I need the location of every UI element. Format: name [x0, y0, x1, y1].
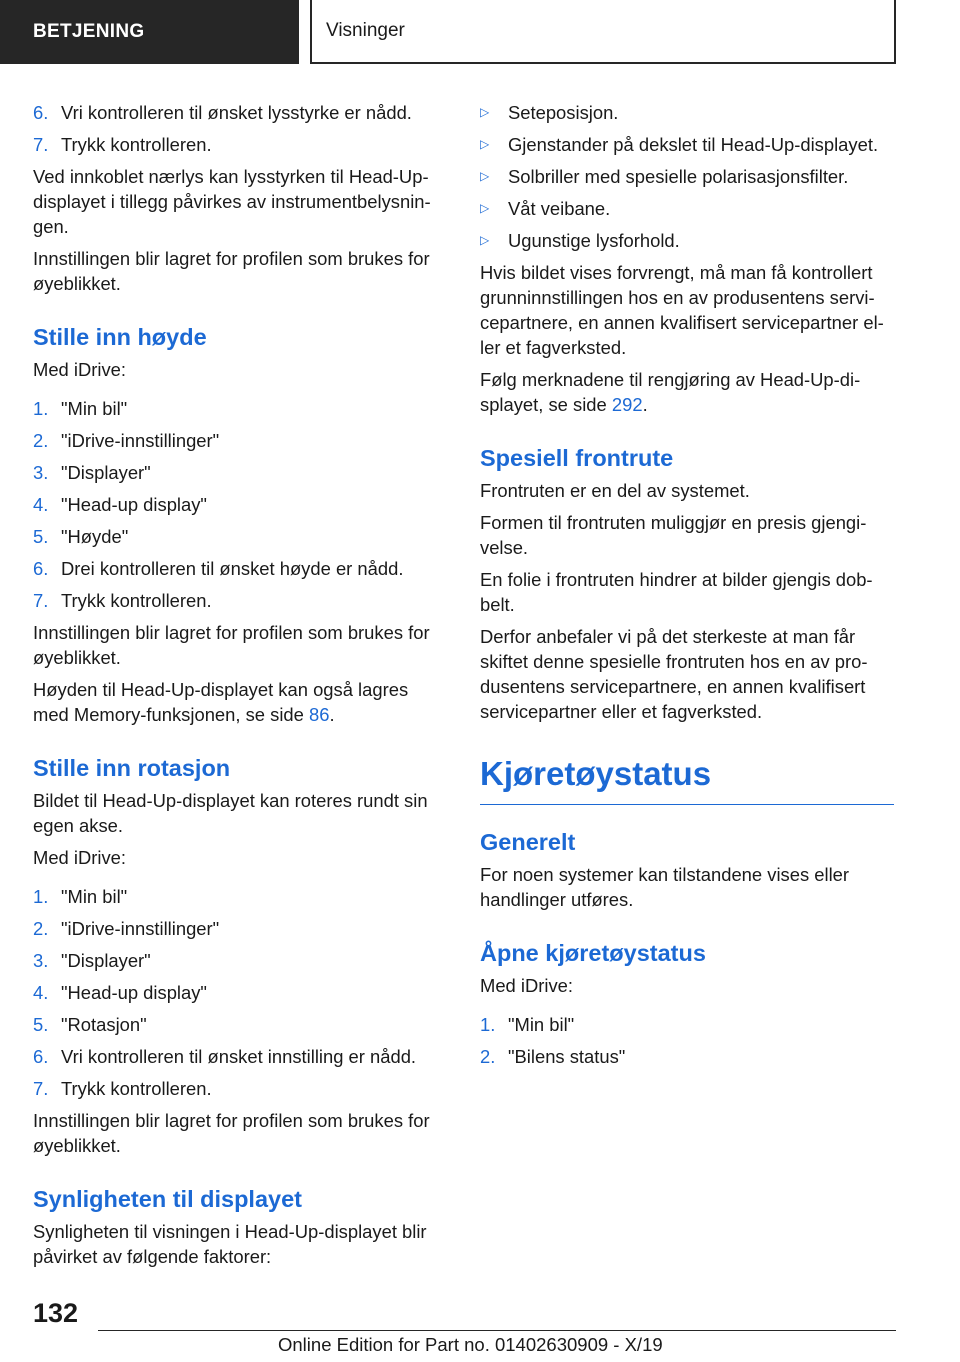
paragraph: Med iDrive: [33, 359, 126, 380]
paragraph: Med iDrive: [480, 975, 573, 996]
list-item [33, 1012, 447, 1037]
list-number: 6. [33, 102, 49, 123]
bullet-item [480, 100, 894, 125]
text-span: . [329, 704, 335, 725]
heading-windshield: Spesiell frontrute [480, 445, 674, 471]
paragraph: Ved innkoblet nærlys kan lysstyrken til Head-Up-displayet i tillegg påvirkes av instrumentbelysnin-gen. [33, 166, 431, 237]
triangle-bullet-icon: ▷ [480, 137, 490, 151]
list-text: Drei kontrolleren til ønsket høyde er nådd. [61, 558, 404, 579]
paragraph: Med iDrive: [33, 847, 126, 868]
heading-open-status: Åpne kjøretøystatus [480, 940, 706, 966]
paragraph: Bildet til Head-Up-displayet kan roteres rundt sin egen akse. [33, 790, 428, 836]
list-text: Trykk kontrolleren. [61, 590, 212, 611]
section-tab [0, 0, 299, 64]
triangle-bullet-icon: ▷ [480, 169, 490, 183]
page-ref-link[interactable]: 292 [611, 394, 643, 415]
right-column [480, 100, 894, 1076]
list-number: 2. [33, 430, 49, 451]
list-number: 7. [33, 1078, 49, 1099]
paragraph: Formen til frontruten muliggjør en presis gjengi-velse. [480, 512, 867, 558]
triangle-bullet-icon: ▷ [480, 233, 490, 247]
list-number: 4. [33, 494, 49, 515]
paragraph: En folie i frontruten hindrer at bilder gjengis dob-belt. [480, 569, 873, 615]
list-text: "Bilens status" [508, 1046, 626, 1067]
list-text: "iDrive-innstillinger" [61, 918, 220, 939]
page-ref-link[interactable]: 86 [308, 704, 330, 725]
list-item [33, 948, 447, 973]
list-number: 6. [33, 558, 49, 579]
list-item [33, 492, 447, 517]
list-number: 4. [33, 982, 49, 1003]
list-text: "Head-up display" [61, 982, 207, 1003]
triangle-bullet-icon: ▷ [480, 201, 490, 215]
list-number: 1. [33, 398, 49, 419]
heading-general: Generelt [480, 829, 576, 855]
paragraph: Hvis bildet vises forvrengt, må man få kontrollert grunninnstillingen hos en av produsentens servi-cepartnere, en annen kvalifisert servicepartner el-ler et fagverksted. [480, 262, 884, 358]
list-text: "Min bil" [61, 886, 128, 907]
left-column [33, 100, 447, 1276]
list-item [33, 396, 447, 421]
text-span: Følg merknadene til rengjøring av Head-Up-di-splayet, se side [480, 369, 861, 415]
bullet-text: Gjenstander på dekslet til Head-Up-displayet. [508, 134, 879, 155]
list-item [33, 132, 447, 157]
list-item [33, 884, 447, 909]
page-number: 132 [33, 1298, 79, 1328]
list-text: "Head-up display" [61, 494, 207, 515]
list-text: "Rotasjon" [61, 1014, 147, 1035]
list-number: 7. [33, 134, 49, 155]
list-item [33, 460, 447, 485]
list-number: 5. [33, 1014, 49, 1035]
list-text: "Displayer" [61, 462, 151, 483]
paragraph: Innstillingen blir lagret for profilen som brukes for øyeblikket. [33, 248, 430, 294]
list-number: 6. [33, 1046, 49, 1067]
text-span: . [642, 394, 648, 415]
list-item [33, 916, 447, 941]
list-item [33, 556, 447, 581]
paragraph: For noen systemer kan tilstandene vises eller handlinger utføres. [480, 864, 850, 910]
paragraph: Frontruten er en del av systemet. [480, 480, 750, 501]
list-text: "Min bil" [508, 1014, 575, 1035]
bullet-item [480, 228, 894, 253]
paragraph [33, 677, 447, 727]
paragraph [480, 367, 894, 417]
bullet-item [480, 132, 894, 157]
list-text: "Min bil" [61, 398, 128, 419]
list-item [33, 980, 447, 1005]
list-text: Trykk kontrolleren. [61, 134, 212, 155]
heading-visibility: Synligheten til displayet [33, 1186, 302, 1212]
paragraph: Innstillingen blir lagret for profilen som brukes for øyeblikket. [33, 622, 430, 668]
section-title: BETJENING [33, 21, 145, 42]
list-item [33, 428, 447, 453]
list-text: "Displayer" [61, 950, 151, 971]
list-number: 1. [480, 1014, 496, 1035]
list-text: Trykk kontrolleren. [61, 1078, 212, 1099]
bullet-item [480, 196, 894, 221]
list-number: 1. [33, 886, 49, 907]
chapter-header [310, 0, 896, 64]
heading-rotation: Stille inn rotasjon [33, 755, 231, 781]
heading-vehicle-status: Kjøretøystatus [480, 754, 894, 805]
list-item [33, 588, 447, 613]
paragraph: Synligheten til visningen i Head-Up-displayet blir påvirket av følgende faktorer: [33, 1221, 427, 1267]
paragraph: Derfor anbefaler vi på det sterkeste at man får skiftet denne spesielle frontruten hos en av pro-dusentens servicepartnere, en annen kvalifisert servicepartner eller et fagverksted. [480, 626, 868, 722]
list-item [33, 1076, 447, 1101]
list-text: Vri kontrolleren til ønsket innstilling er nådd. [61, 1046, 417, 1067]
heading-height: Stille inn høyde [33, 324, 207, 350]
list-number: 3. [33, 950, 49, 971]
bullet-text: Solbriller med spesielle polarisasjonsfilter. [508, 166, 849, 187]
bullet-text: Seteposisjon. [508, 102, 619, 123]
bullet-item [480, 164, 894, 189]
list-item [480, 1044, 894, 1069]
footer-divider [98, 1330, 896, 1331]
bullet-text: Ugunstige lysforhold. [508, 230, 680, 251]
list-number: 3. [33, 462, 49, 483]
list-item [33, 100, 447, 125]
list-item [33, 524, 447, 549]
list-number: 2. [33, 918, 49, 939]
chapter-title: Visninger [326, 20, 405, 41]
list-number: 7. [33, 590, 49, 611]
list-text: "Høyde" [61, 526, 129, 547]
triangle-bullet-icon: ▷ [480, 105, 490, 119]
list-item [480, 1012, 894, 1037]
list-item [33, 1044, 447, 1069]
paragraph: Innstillingen blir lagret for profilen som brukes for øyeblikket. [33, 1110, 430, 1156]
list-number: 2. [480, 1046, 496, 1067]
bullet-text: Våt veibane. [508, 198, 611, 219]
list-text: "iDrive-innstillinger" [61, 430, 220, 451]
list-text: Vri kontrolleren til ønsket lysstyrke er nådd. [61, 102, 412, 123]
text-span: Høyden til Head-Up-displayet kan også lagres med Memory-funksjonen, se side [33, 679, 409, 725]
list-number: 5. [33, 526, 49, 547]
footer-edition: Online Edition for Part no. 01402630909 - X/19 [278, 1334, 663, 1355]
